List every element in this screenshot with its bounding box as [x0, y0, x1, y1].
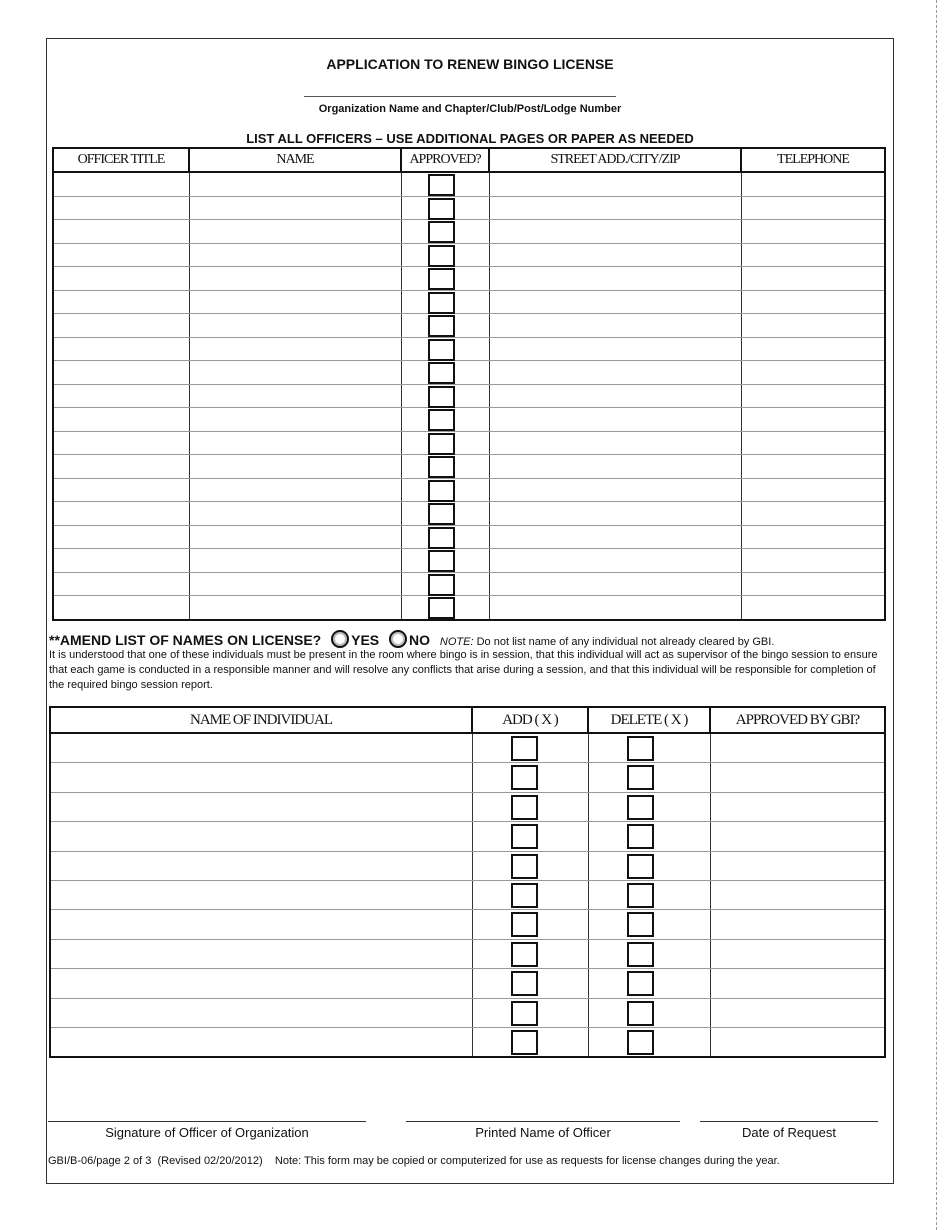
officer-name-cell[interactable] [189, 267, 401, 291]
officer-row [53, 525, 885, 549]
add-checkbox[interactable] [511, 795, 538, 820]
delete-cell[interactable] [588, 792, 710, 821]
street-address-cell[interactable] [489, 337, 741, 361]
officer-row [53, 172, 885, 196]
add-checkbox[interactable] [511, 942, 538, 967]
street-address-cell[interactable] [489, 196, 741, 220]
approved-checkbox[interactable] [428, 245, 455, 267]
supervisor-paragraph: It is understood that one of these individuals must be present in the room where bingo is in session, that this individual will act as supervisor of the bingo session to ensure that each game is conducted in a responsible manner and will resolve any conflicts that arise during a session, and that this individual will be responsible for completion of the required bingo session report. [49, 649, 878, 691]
footer [48, 1154, 878, 1168]
add-checkbox[interactable] [511, 1001, 538, 1026]
approved-by-gbi-cell[interactable] [710, 969, 885, 998]
individual-name-cell[interactable] [50, 969, 472, 998]
add-checkbox[interactable] [511, 854, 538, 879]
no-radio[interactable] [389, 630, 407, 648]
approved-by-gbi-cell[interactable] [710, 939, 885, 968]
approved-checkbox[interactable] [428, 480, 455, 502]
approved-cell[interactable] [401, 243, 489, 267]
street-address-cell[interactable] [489, 525, 741, 549]
officer-title-cell[interactable] [53, 361, 189, 385]
telephone-cell[interactable] [741, 478, 885, 502]
add-cell[interactable] [472, 792, 588, 821]
approved-checkbox[interactable] [428, 433, 455, 455]
page-edge [936, 0, 938, 1230]
street-address-cell[interactable] [489, 220, 741, 244]
approved-checkbox[interactable] [428, 386, 455, 408]
column-name-of-individual: NAME OF INDIVIDUAL [50, 707, 472, 733]
individual-row [50, 939, 885, 968]
note-text: Do not list name of any individual not already cleared by GBI. [476, 636, 775, 648]
printed-name-label: Printed Name of Officer [475, 1125, 611, 1140]
street-address-cell[interactable] [489, 384, 741, 408]
individuals-header-row [50, 707, 885, 733]
individual-name-cell[interactable] [50, 998, 472, 1027]
delete-checkbox[interactable] [627, 1001, 654, 1026]
telephone-cell[interactable] [741, 549, 885, 573]
officer-row [53, 243, 885, 267]
officer-name-cell[interactable] [189, 478, 401, 502]
individual-row [50, 792, 885, 821]
individual-row [50, 1027, 885, 1057]
individual-row [50, 910, 885, 939]
add-cell[interactable] [472, 733, 588, 763]
approved-by-gbi-cell[interactable] [710, 998, 885, 1027]
delete-cell[interactable] [588, 880, 710, 909]
officer-title-cell[interactable] [53, 525, 189, 549]
yes-label: YES [351, 632, 380, 648]
organization-name-label: Organization Name and Chapter/Club/Post/Lodge Number [318, 103, 622, 115]
approved-by-gbi-cell[interactable] [710, 851, 885, 880]
individual-name-cell[interactable] [50, 733, 472, 763]
officer-signature-label: Signature of Officer of Organization [105, 1125, 309, 1140]
officer-name-cell[interactable] [189, 431, 401, 455]
street-address-cell[interactable] [489, 596, 741, 620]
approved-by-gbi-cell[interactable] [710, 880, 885, 909]
date-of-request-label: Date of Request [742, 1125, 836, 1140]
telephone-cell[interactable] [741, 572, 885, 596]
officer-title-cell[interactable] [53, 267, 189, 291]
street-address-cell[interactable] [489, 290, 741, 314]
approved-cell[interactable] [401, 431, 489, 455]
delete-checkbox[interactable] [627, 1030, 654, 1055]
approved-checkbox[interactable] [428, 409, 455, 431]
officer-row [53, 361, 885, 385]
individual-name-cell[interactable] [50, 880, 472, 909]
approved-cell[interactable] [401, 572, 489, 596]
street-address-cell[interactable] [489, 455, 741, 479]
approved-cell[interactable] [401, 384, 489, 408]
officer-name-cell[interactable] [189, 502, 401, 526]
revised-date: (Revised 02/20/2012) [157, 1155, 263, 1167]
amend-label: **AMEND LIST OF NAMES ON LICENSE? [49, 632, 322, 648]
column-add: ADD ( X ) [472, 707, 588, 733]
street-address-cell[interactable] [489, 267, 741, 291]
delete-cell[interactable] [588, 910, 710, 939]
street-address-cell[interactable] [489, 172, 741, 196]
individual-row [50, 733, 885, 763]
officer-name-cell[interactable] [189, 243, 401, 267]
approved-checkbox[interactable] [428, 339, 455, 361]
no-label: NO [409, 632, 431, 648]
approved-checkbox[interactable] [428, 221, 455, 243]
officer-title-cell[interactable] [53, 243, 189, 267]
approved-by-gbi-cell[interactable] [710, 792, 885, 821]
officer-name-cell[interactable] [189, 525, 401, 549]
officer-name-cell[interactable] [189, 596, 401, 620]
officer-name-cell[interactable] [189, 549, 401, 573]
individual-row [50, 851, 885, 880]
approved-cell[interactable] [401, 267, 489, 291]
approved-cell[interactable] [401, 478, 489, 502]
add-cell[interactable] [472, 910, 588, 939]
approved-cell[interactable] [401, 502, 489, 526]
approved-checkbox[interactable] [428, 292, 455, 314]
add-cell[interactable] [472, 851, 588, 880]
individual-row [50, 880, 885, 909]
form-id: GBI/B-06/page 2 of 3 [48, 1155, 152, 1167]
add-cell[interactable] [472, 998, 588, 1027]
approved-checkbox[interactable] [428, 503, 455, 525]
officer-signature-line[interactable] [48, 1121, 366, 1122]
delete-checkbox[interactable] [627, 971, 654, 996]
date-of-request-line[interactable] [700, 1121, 878, 1122]
officer-name-cell[interactable] [189, 455, 401, 479]
officer-row [53, 596, 885, 620]
approved-cell[interactable] [401, 455, 489, 479]
approved-by-gbi-cell[interactable] [710, 763, 885, 792]
approved-cell[interactable] [401, 172, 489, 196]
officer-row [53, 478, 885, 502]
amend-question [49, 630, 774, 648]
individual-name-cell[interactable] [50, 822, 472, 851]
approved-checkbox[interactable] [428, 597, 455, 619]
approved-by-gbi-cell[interactable] [710, 910, 885, 939]
approved-checkbox[interactable] [428, 362, 455, 384]
individual-name-cell[interactable] [50, 1027, 472, 1057]
add-cell[interactable] [472, 939, 588, 968]
street-address-cell[interactable] [489, 408, 741, 432]
delete-checkbox[interactable] [627, 912, 654, 937]
column-delete: DELETE ( X ) [588, 707, 710, 733]
officer-title-cell[interactable] [53, 572, 189, 596]
add-checkbox[interactable] [511, 824, 538, 849]
approved-cell[interactable] [401, 525, 489, 549]
officer-title-cell[interactable] [53, 431, 189, 455]
approved-by-gbi-cell[interactable] [710, 822, 885, 851]
delete-cell[interactable] [588, 733, 710, 763]
officers-table [52, 147, 886, 621]
telephone-cell[interactable] [741, 525, 885, 549]
add-cell[interactable] [472, 880, 588, 909]
add-cell[interactable] [472, 763, 588, 792]
street-address-cell[interactable] [489, 478, 741, 502]
officer-row [53, 384, 885, 408]
officer-row [53, 572, 885, 596]
approved-cell[interactable] [401, 196, 489, 220]
officer-name-cell[interactable] [189, 314, 401, 338]
individual-name-cell[interactable] [50, 910, 472, 939]
individual-row [50, 969, 885, 998]
delete-cell[interactable] [588, 822, 710, 851]
individual-name-cell[interactable] [50, 763, 472, 792]
footer-note: Note: This form may be copied or computerized for use as requests for license changes during the year. [274, 1155, 780, 1167]
officer-title-cell[interactable] [53, 314, 189, 338]
column-approved-by-gbi: APPROVED BY GBI? [710, 707, 885, 733]
add-cell[interactable] [472, 822, 588, 851]
individual-row [50, 822, 885, 851]
officer-title-cell[interactable] [53, 549, 189, 573]
officer-row [53, 431, 885, 455]
officer-row [53, 408, 885, 432]
officer-title-cell[interactable] [53, 502, 189, 526]
delete-checkbox[interactable] [627, 795, 654, 820]
delete-checkbox[interactable] [627, 883, 654, 908]
officer-row [53, 502, 885, 526]
officer-row [53, 290, 885, 314]
officer-name-cell[interactable] [189, 196, 401, 220]
add-checkbox[interactable] [511, 912, 538, 937]
organization-name-line[interactable] [304, 96, 616, 97]
add-cell[interactable] [472, 969, 588, 998]
column-officer-title: OFFICER TITLE [53, 148, 189, 172]
officer-title-cell[interactable] [53, 408, 189, 432]
officer-name-cell[interactable] [189, 384, 401, 408]
telephone-cell[interactable] [741, 455, 885, 479]
approved-cell[interactable] [401, 596, 489, 620]
add-checkbox[interactable] [511, 736, 538, 761]
column-street-address: STREET ADD./CITY/ZIP [489, 148, 741, 172]
officer-name-cell[interactable] [189, 408, 401, 432]
officers-list-heading: LIST ALL OFFICERS – USE ADDITIONAL PAGES OR PAPER AS NEEDED [246, 131, 694, 146]
approved-by-gbi-cell[interactable] [710, 1027, 885, 1057]
officer-title-cell[interactable] [53, 172, 189, 196]
approved-by-gbi-cell[interactable] [710, 733, 885, 763]
officer-title-cell[interactable] [53, 596, 189, 620]
add-checkbox[interactable] [511, 1030, 538, 1055]
delete-cell[interactable] [588, 763, 710, 792]
street-address-cell[interactable] [489, 549, 741, 573]
approved-checkbox[interactable] [428, 550, 455, 572]
approved-cell[interactable] [401, 408, 489, 432]
approved-cell[interactable] [401, 220, 489, 244]
delete-checkbox[interactable] [627, 736, 654, 761]
officer-name-cell[interactable] [189, 361, 401, 385]
individual-name-cell[interactable] [50, 939, 472, 968]
telephone-cell[interactable] [741, 502, 885, 526]
officer-title-cell[interactable] [53, 196, 189, 220]
column-name: NAME [189, 148, 401, 172]
printed-name-line[interactable] [406, 1121, 680, 1122]
individual-row [50, 998, 885, 1027]
approved-cell[interactable] [401, 314, 489, 338]
telephone-cell[interactable] [741, 431, 885, 455]
telephone-cell[interactable] [741, 243, 885, 267]
telephone-cell[interactable] [741, 361, 885, 385]
officer-row [53, 549, 885, 573]
telephone-cell[interactable] [741, 314, 885, 338]
approved-checkbox[interactable] [428, 174, 455, 196]
approved-checkbox[interactable] [428, 527, 455, 549]
individual-name-cell[interactable] [50, 792, 472, 821]
approved-cell[interactable] [401, 337, 489, 361]
approved-checkbox[interactable] [428, 315, 455, 337]
officer-title-cell[interactable] [53, 455, 189, 479]
delete-cell[interactable] [588, 851, 710, 880]
approved-checkbox[interactable] [428, 198, 455, 220]
add-cell[interactable] [472, 1027, 588, 1057]
officer-name-cell[interactable] [189, 337, 401, 361]
approved-cell[interactable] [401, 290, 489, 314]
officer-row [53, 455, 885, 479]
telephone-cell[interactable] [741, 267, 885, 291]
delete-cell[interactable] [588, 1027, 710, 1057]
delete-checkbox[interactable] [627, 854, 654, 879]
note-label: NOTE: [439, 636, 474, 648]
officer-row [53, 314, 885, 338]
street-address-cell[interactable] [489, 314, 741, 338]
column-telephone: TELEPHONE [741, 148, 885, 172]
approved-checkbox[interactable] [428, 268, 455, 290]
delete-checkbox[interactable] [627, 765, 654, 790]
form-title: APPLICATION TO RENEW BINGO LICENSE [326, 56, 614, 72]
column-approved: APPROVED? [401, 148, 489, 172]
street-address-cell[interactable] [489, 361, 741, 385]
individual-row [50, 763, 885, 792]
approved-checkbox[interactable] [428, 574, 455, 596]
officer-name-cell[interactable] [189, 172, 401, 196]
officers-header-row [53, 148, 885, 172]
add-checkbox[interactable] [511, 765, 538, 790]
telephone-cell[interactable] [741, 196, 885, 220]
telephone-cell[interactable] [741, 220, 885, 244]
delete-cell[interactable] [588, 998, 710, 1027]
street-address-cell[interactable] [489, 431, 741, 455]
add-checkbox[interactable] [511, 883, 538, 908]
approved-checkbox[interactable] [428, 456, 455, 478]
street-address-cell[interactable] [489, 502, 741, 526]
yes-radio[interactable] [331, 630, 349, 648]
telephone-cell[interactable] [741, 337, 885, 361]
approved-cell[interactable] [401, 361, 489, 385]
officer-row [53, 220, 885, 244]
street-address-cell[interactable] [489, 243, 741, 267]
officer-name-cell[interactable] [189, 220, 401, 244]
officer-row [53, 196, 885, 220]
officer-row [53, 267, 885, 291]
delete-cell[interactable] [588, 939, 710, 968]
add-checkbox[interactable] [511, 971, 538, 996]
telephone-cell[interactable] [741, 384, 885, 408]
telephone-cell[interactable] [741, 408, 885, 432]
approved-cell[interactable] [401, 549, 489, 573]
officer-title-cell[interactable] [53, 384, 189, 408]
delete-checkbox[interactable] [627, 942, 654, 967]
officer-title-cell[interactable] [53, 290, 189, 314]
telephone-cell[interactable] [741, 172, 885, 196]
delete-cell[interactable] [588, 969, 710, 998]
telephone-cell[interactable] [741, 596, 885, 620]
officer-title-cell[interactable] [53, 478, 189, 502]
individuals-table [49, 706, 886, 1058]
officer-title-cell[interactable] [53, 337, 189, 361]
officer-name-cell[interactable] [189, 572, 401, 596]
individual-name-cell[interactable] [50, 851, 472, 880]
street-address-cell[interactable] [489, 572, 741, 596]
delete-checkbox[interactable] [627, 824, 654, 849]
officer-name-cell[interactable] [189, 290, 401, 314]
officer-row [53, 337, 885, 361]
telephone-cell[interactable] [741, 290, 885, 314]
officer-title-cell[interactable] [53, 220, 189, 244]
